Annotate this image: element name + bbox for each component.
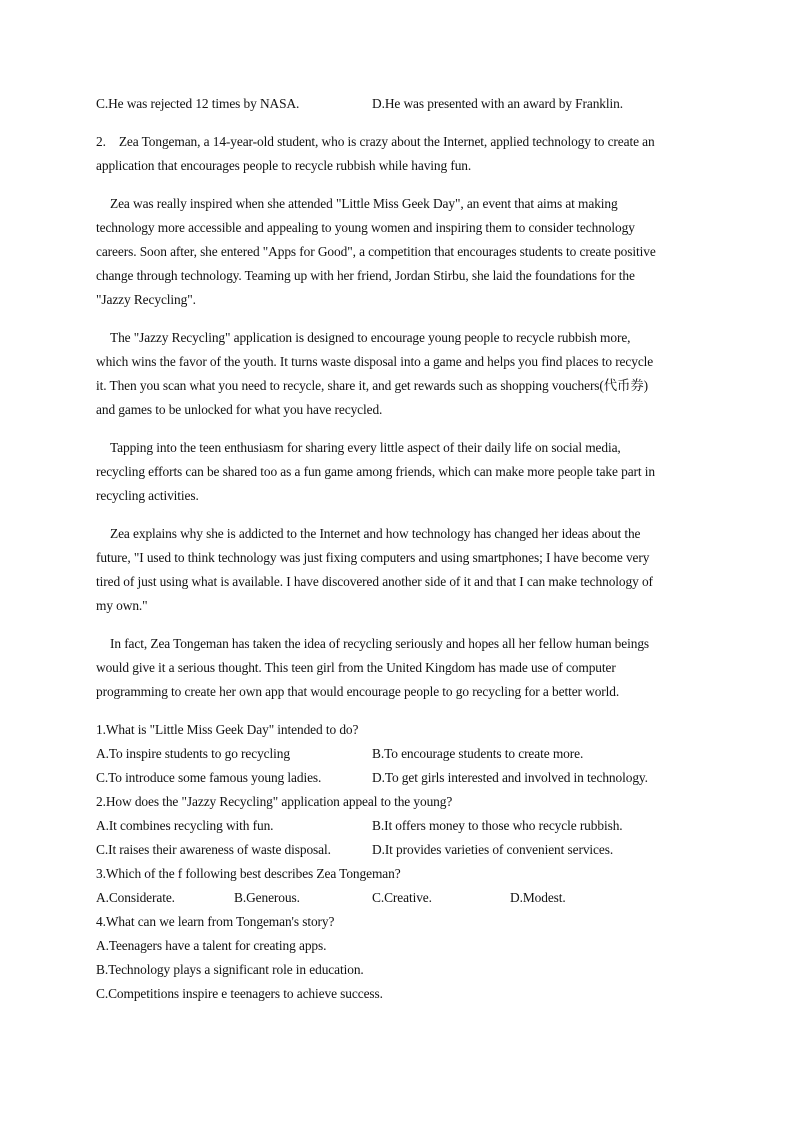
questions-section	[96, 718, 696, 1006]
passage-paragraph-5	[96, 522, 696, 618]
question-1-options-ab	[96, 742, 696, 766]
question-3-options	[96, 886, 696, 910]
q3-option-b: B.Generous.	[234, 890, 300, 905]
q4-option-c: C.Competitions inspire e teenagers to achieve success.	[96, 986, 383, 1001]
q2-option-b: B.It offers money to those who recycle rubbish.	[372, 818, 623, 833]
q1-option-a: A.To inspire students to go recycling	[96, 746, 290, 761]
p5-line-3: tired of just using what is available. I have discovered another side of it and that I can make technology of	[96, 574, 653, 589]
q3-option-a: A.Considerate.	[96, 890, 175, 905]
q1-option-b: B.To encourage students to create more.	[372, 746, 584, 761]
p1-line-1: Zea Tongeman, a 14-year-old student, who is crazy about the Internet, applied technology to create an	[118, 134, 655, 149]
q4-option-b: B.Technology plays a significant role in education.	[96, 962, 364, 977]
q4-option-a: A.Teenagers have a talent for creating apps.	[96, 938, 327, 953]
p4-line-3: recycling activities.	[96, 488, 199, 503]
q2-option-d: D.It provides varieties of convenient services.	[372, 842, 614, 857]
passage-paragraph-4	[96, 436, 696, 508]
question-3: 3.Which of the f following best describes Zea Tongeman?	[96, 866, 401, 881]
passage-number: 2.	[96, 134, 106, 149]
question-1-options-cd	[96, 766, 696, 790]
p3-line-3: it. Then you scan what you need to recycle, share it, and get rewards such as shopping vouchers(代币券)	[96, 378, 649, 393]
q3-option-d: D.Modest.	[510, 890, 566, 905]
p2-line-3: careers. Soon after, she entered "Apps for Good", a competition that encourages students to create positive	[96, 244, 656, 259]
q2-option-a: A.It combines recycling with fun.	[96, 818, 274, 833]
q1-option-d: D.To get girls interested and involved in technology.	[372, 770, 648, 785]
option-d: D.He was presented with an award by Franklin.	[372, 96, 623, 111]
p5-line-2: future, "I used to think technology was just fixing computers and using smartphones; I have become very	[96, 550, 650, 565]
question-2-options-ab	[96, 814, 696, 838]
p2-line-5: "Jazzy Recycling".	[96, 292, 196, 307]
question-1: 1.What is "Little Miss Geek Day" intended to do?	[96, 722, 359, 737]
p2-line-2: technology more accessible and appealing to young women and inspiring them to consider technology	[96, 220, 635, 235]
p5-line-4: my own."	[96, 598, 148, 613]
q3-option-c: C.Creative.	[372, 890, 432, 905]
passage-paragraph-3	[96, 326, 696, 422]
p2-line-4: change through technology. Teaming up with her friend, Jordan Stirbu, she laid the foundations for the	[96, 268, 635, 283]
passage-paragraph-2	[96, 192, 696, 312]
passage-paragraph-6	[96, 632, 696, 704]
document-page	[96, 92, 696, 1006]
question-2-options-cd	[96, 838, 696, 862]
p6-line-1: In fact, Zea Tongeman has taken the idea of recycling seriously and hopes all her fellow human beings	[110, 636, 650, 651]
p3-line-2: which wins the favor of the youth. It turns waste disposal into a game and helps you find places to recycle	[96, 354, 654, 369]
p4-line-1: Tapping into the teen enthusiasm for sharing every little aspect of their daily life on social media,	[110, 440, 621, 455]
question-4: 4.What can we learn from Tongeman's story?	[96, 914, 335, 929]
q1-option-c: C.To introduce some famous young ladies.	[96, 770, 322, 785]
p3-line-4: and games to be unlocked for what you have recycled.	[96, 402, 383, 417]
option-c: C.He was rejected 12 times by NASA.	[96, 96, 300, 111]
p6-line-3: programming to create her own app that would encourage people to go recycling for a better world.	[96, 684, 620, 699]
prev-question-options	[96, 92, 696, 116]
question-2: 2.How does the "Jazzy Recycling" application appeal to the young?	[96, 794, 453, 809]
passage-paragraph-1	[96, 130, 696, 178]
p5-line-1: Zea explains why she is addicted to the Internet and how technology has changed her ideas about the	[110, 526, 641, 541]
q2-option-c: C.It raises their awareness of waste disposal.	[96, 842, 331, 857]
p1-line-2: application that encourages people to recycle rubbish while having fun.	[96, 158, 472, 173]
p3-line-1: The "Jazzy Recycling" application is designed to encourage young people to recycle rubbish more,	[110, 330, 631, 345]
p6-line-2: would give it a serious thought. This teen girl from the United Kingdom has made use of computer	[96, 660, 616, 675]
p2-line-1: Zea was really inspired when she attended "Little Miss Geek Day", an event that aims at making	[110, 196, 618, 211]
p4-line-2: recycling efforts can be shared too as a fun game among friends, which can make more people take part in	[96, 464, 655, 479]
